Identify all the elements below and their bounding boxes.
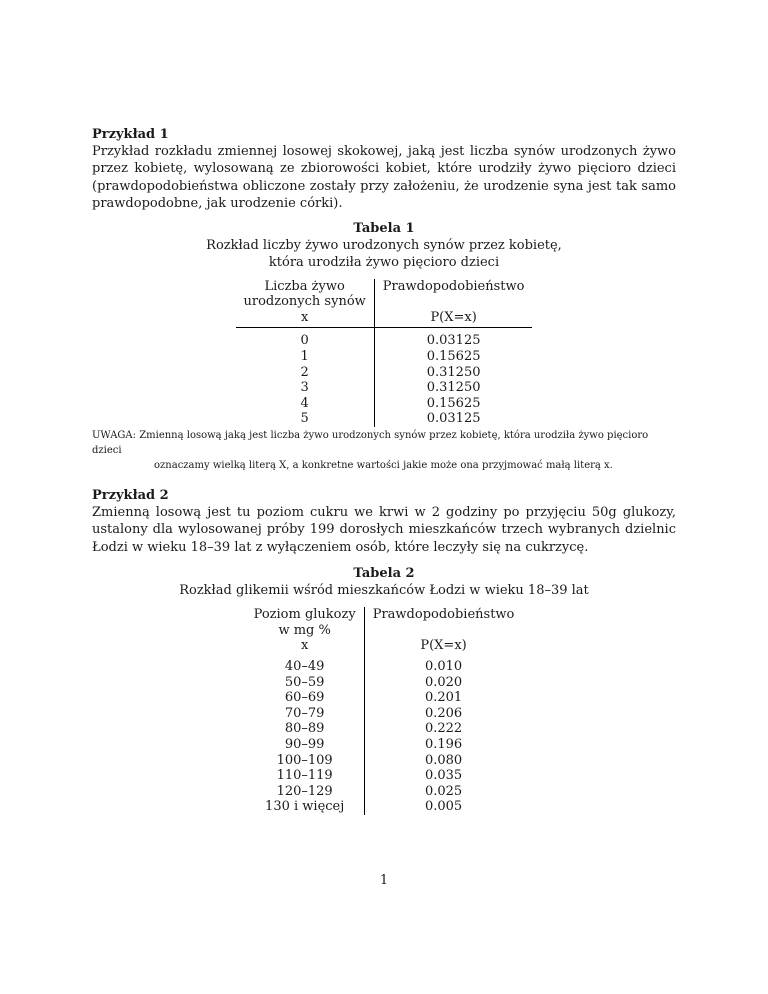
table2-col2-header: Prawdopodobieństwo (372, 607, 515, 623)
table2-cell-p: 0.201 (424, 690, 463, 706)
table2-header-row (246, 638, 523, 654)
table-row (246, 675, 523, 691)
table1 (236, 279, 533, 427)
table-row (246, 690, 523, 706)
table1-cell-x: 0 (236, 328, 375, 349)
table1-cell-p: 0.03125 (426, 411, 481, 427)
table2-subtitle: Rozkład glikemii wśród mieszkańców Łodzi w wieku 18–39 lat (179, 583, 589, 599)
table1-header-row (236, 294, 533, 310)
table2-cell-x: 130 i więcej (246, 799, 365, 815)
example1-text: Przykład rozkładu zmiennej losowej skokowej, jaką jest liczba synów urodzonych żywo przez kobietę, wylosowaną ze zbiorowości kobiet, które urodziły żywo pięcioro dzieci (prawdopodobieństwa obliczone zostały przy założeniu, że urodzenie syna jest tak samo prawdopodobne, jak urodzenie córki). (92, 144, 676, 212)
table2-cell-x: 80–89 (246, 721, 365, 737)
table2-col2-header (364, 623, 522, 639)
table-row (246, 721, 523, 737)
table1-cell-p: 0.15625 (426, 395, 481, 411)
table2-cell-p: 0.196 (424, 736, 463, 752)
table1-cell-p: 0.31250 (426, 380, 481, 396)
table2-cell-x: 100–109 (246, 753, 365, 769)
table1-cell-p: 0.03125 (426, 333, 481, 349)
table1-cell-p: 0.15625 (426, 349, 481, 364)
table1-title: Tabela 1 (353, 220, 415, 236)
table1-cell-x: 3 (236, 380, 375, 396)
document-page (92, 126, 676, 815)
table1-header-row (236, 279, 533, 295)
table2-cell-p: 0.222 (424, 721, 463, 737)
table2-header-row (246, 607, 523, 623)
table2-cell-p: 0.025 (424, 783, 463, 799)
example2-heading: Przykład 2 (92, 487, 169, 503)
table-row (246, 654, 523, 675)
table1-col2-header: Prawdopodobieństwo (382, 278, 525, 294)
table-row (236, 411, 533, 427)
table-row (246, 753, 523, 769)
table-row (236, 396, 533, 412)
table1-cell-x: 4 (236, 396, 375, 412)
table1-subtitle-line1: Rozkład liczby żywo urodzonych synów przez kobietę, (206, 237, 562, 253)
table-row (246, 784, 523, 800)
example1-heading: Przykład 1 (92, 127, 169, 142)
table2-cell-p: 0.005 (424, 799, 463, 815)
table2-cell-x: 70–79 (246, 706, 365, 722)
page-number: 1 (379, 873, 389, 888)
table-row (246, 706, 523, 722)
table-row (236, 380, 533, 396)
table1-note-line1: UWAGA: Zmienną losową jaką jest liczba żywo urodzonych synów przez kobietę, która urodziła żywo pięcioro dzieci (92, 429, 649, 456)
table2-col1-header: Poziom glukozy (246, 607, 365, 623)
table1-cell-x: 1 (236, 349, 375, 365)
table2-col1-header: w mg % (246, 623, 365, 639)
example2-text: Zmienną losową jest tu poziom cukru we krwi w 2 godziny po przyjęciu 50g glukozy, ustalony dla wylosowanej próby 199 dorosłych mieszkańców trzech wybranych dzielnic Łodzi w wieku 18–39 lat z wyłączeniem osób, które leczyły się na cukrzycę. (92, 504, 676, 555)
table2-col1-header: x (246, 638, 365, 654)
table1-cell-x: 5 (236, 411, 375, 427)
table1-header-row (236, 310, 533, 328)
table1-col1-header: x (236, 310, 375, 328)
table-row (246, 737, 523, 753)
table2-header-row (246, 623, 523, 639)
table2-cell-x: 40–49 (246, 654, 365, 675)
table1-col2-header (374, 294, 532, 310)
table1-col2-header: P(X=x) (374, 310, 532, 328)
table-row (246, 768, 523, 784)
table1-col1-header: urodzonych synów (236, 294, 375, 310)
table-row (246, 799, 523, 815)
table-row (236, 365, 533, 381)
table2-cell-x: 50–59 (246, 675, 365, 691)
table2-cell-p: 0.010 (424, 658, 463, 674)
table2-cell-p: 0.035 (424, 768, 463, 784)
table2-cell-p: 0.206 (424, 705, 463, 721)
table1-subtitle-line2: która urodziła żywo pięcioro dzieci (268, 254, 500, 270)
table2-cell-x: 90–99 (246, 737, 365, 753)
table2-cell-x: 60–69 (246, 690, 365, 706)
table1-col1-header: Liczba żywo (236, 279, 375, 295)
table2-cell-x: 110–119 (246, 768, 365, 784)
table1-note (92, 428, 676, 473)
table1-note-line2: oznaczamy wielką literą X, a konkretne wartości jakie może ona przyjmować małą literą x. (154, 459, 613, 471)
table2-cell-x: 120–129 (246, 784, 365, 800)
table2-col2-header: P(X=x) (420, 638, 467, 654)
table1-cell-x: 2 (236, 365, 375, 381)
table-row (236, 328, 533, 349)
table1-cell-p: 0.31250 (426, 364, 481, 380)
table2 (246, 607, 523, 815)
table2-cell-p: 0.080 (424, 752, 463, 768)
table2-cell-p: 0.020 (424, 674, 463, 690)
table-row (236, 349, 533, 365)
table2-title: Tabela 2 (353, 566, 415, 582)
